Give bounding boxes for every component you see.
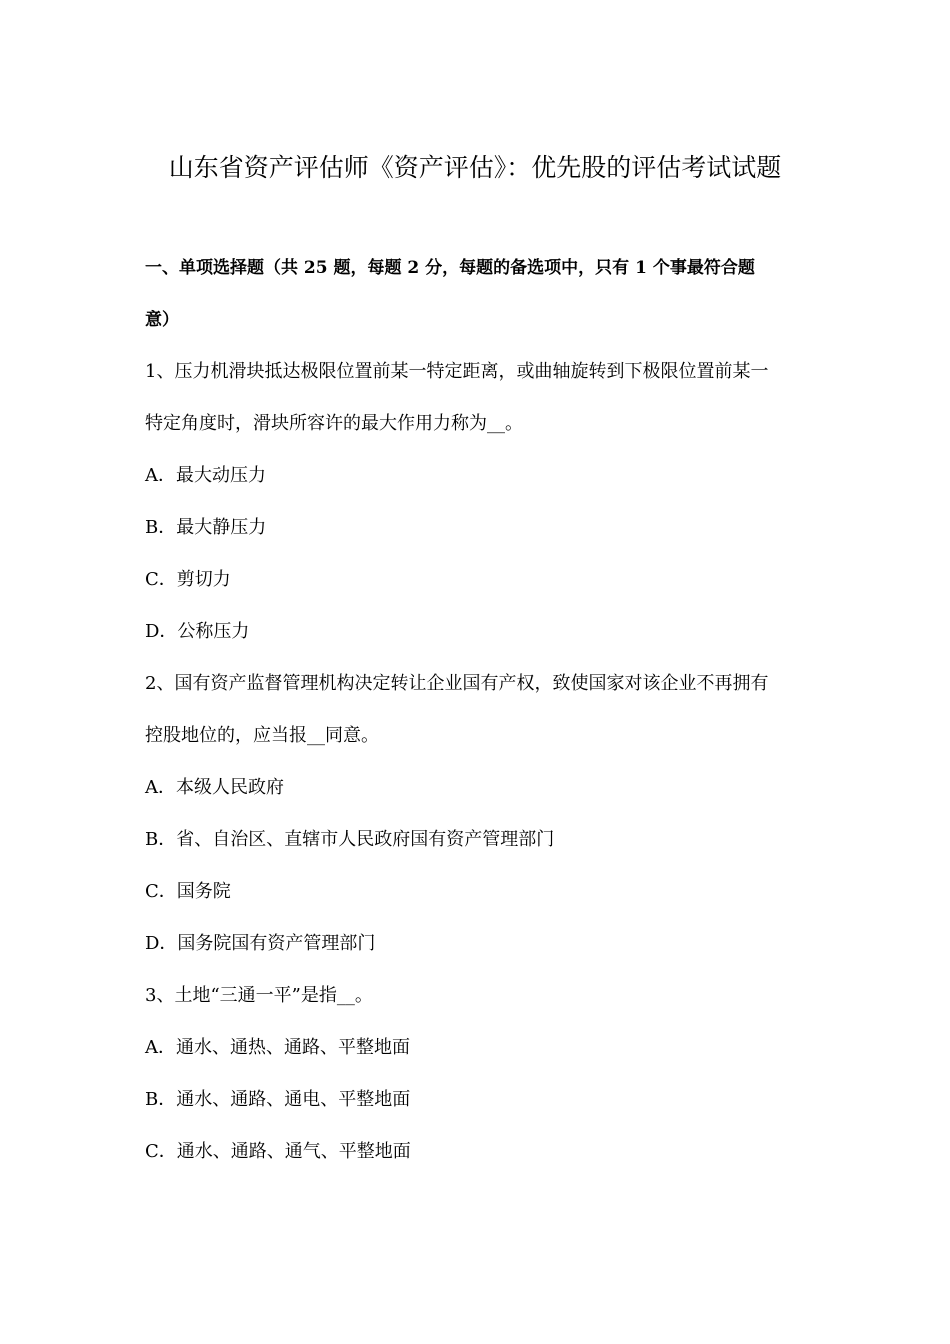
document-body bbox=[145, 242, 813, 1178]
question-2-stem-line-1: 2、国有资产监督管理机构决定转让企业国有产权，致使国家对该企业不再拥有 bbox=[145, 673, 769, 694]
section-heading-line-1: 一、单项选择题（共 25 题，每题 2 分，每题的备选项中，只有 1 个事最符合题 bbox=[145, 258, 755, 278]
question-3-option-a: A．通水、通热、通路、平整地面 bbox=[145, 1037, 410, 1058]
question-3-option-b: B．通水、通路、通电、平整地面 bbox=[145, 1089, 411, 1110]
question-2-option-d: D．国务院国有资产管理部门 bbox=[145, 933, 376, 954]
question-1 bbox=[145, 346, 813, 658]
question-2 bbox=[145, 658, 813, 970]
question-1-option-a: A．最大动压力 bbox=[145, 465, 266, 486]
question-2-option-a: A．本级人民政府 bbox=[145, 777, 284, 798]
question-2-option-b: B．省、自治区、直辖市人民政府国有资产管理部门 bbox=[145, 829, 555, 850]
question-3-stem-line-1: 3、土地“三通一平”是指__。 bbox=[145, 985, 373, 1006]
section-heading-line-2: 意） bbox=[145, 310, 179, 330]
question-1-stem-line-1: 1、压力机滑块抵达极限位置前某一特定距离，或曲轴旋转到下极限位置前某一 bbox=[145, 361, 769, 382]
question-1-option-b: B．最大静压力 bbox=[145, 517, 267, 538]
question-3 bbox=[145, 970, 813, 1178]
question-1-option-c: C．剪切力 bbox=[145, 569, 231, 590]
question-1-stem-line-2: 特定角度时，滑块所容许的最大作用力称为__。 bbox=[145, 413, 523, 434]
question-3-option-c: C．通水、通路、通气、平整地面 bbox=[145, 1141, 411, 1162]
question-1-option-d: D．公称压力 bbox=[145, 621, 250, 642]
document-title: 山东省资产评估师《资产评估》：优先股的评估考试试题 bbox=[168, 153, 782, 182]
question-2-option-c: C．国务院 bbox=[145, 881, 231, 902]
question-2-stem-line-2: 控股地位的，应当报__同意。 bbox=[145, 725, 379, 746]
